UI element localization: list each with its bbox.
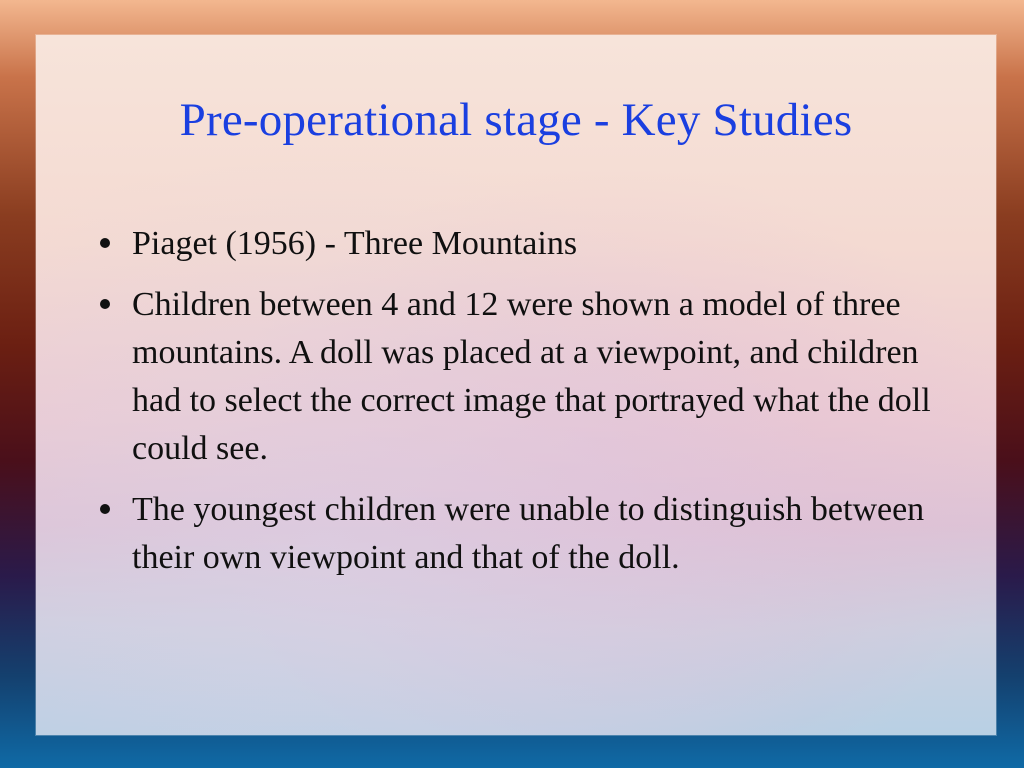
bullet-text: Piaget (1956) - Three Mountains xyxy=(132,225,578,262)
bullet-list xyxy=(94,220,964,595)
bullet-item-3 xyxy=(94,486,964,582)
bullet-dot-icon xyxy=(100,238,110,248)
slide-title: Pre-operational stage - Key Studies xyxy=(179,94,853,146)
bullet-dot-icon xyxy=(100,299,110,309)
bullet-text: Children between 4 and 12 were shown a model of three mountains. A doll was placed at a viewpoint, and children had to select the correct image that portrayed what the doll could see. xyxy=(132,286,931,467)
bullet-dot-icon xyxy=(100,504,110,514)
bullet-text: The youngest children were unable to distinguish between their own viewpoint and that of the doll. xyxy=(132,491,925,576)
bullet-item-1 xyxy=(94,220,964,268)
bullet-item-2 xyxy=(94,281,964,473)
slide-panel xyxy=(36,35,996,735)
